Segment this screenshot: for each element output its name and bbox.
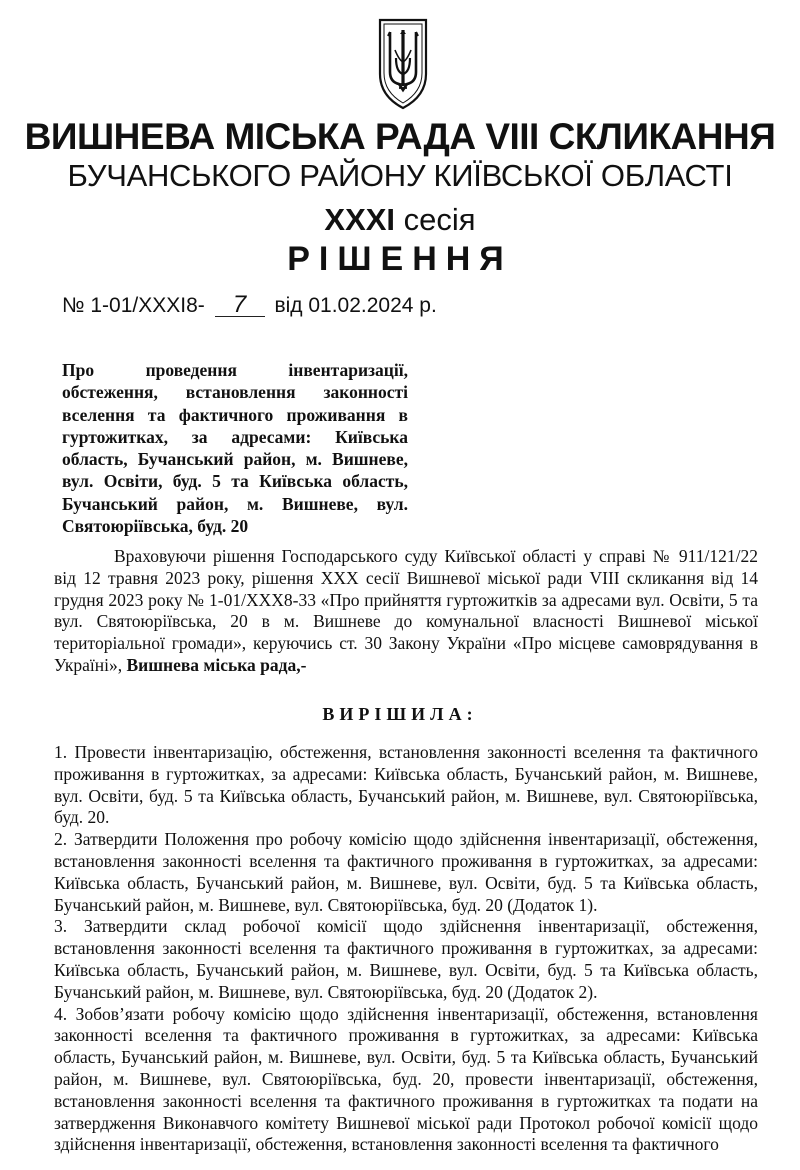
session-word: сесія (403, 202, 476, 237)
resolution-items (54, 742, 758, 1156)
council-title: ВИШНЕВА МІСЬКА РАДА VIII СКЛИКАННЯ (24, 116, 776, 157)
resolved-heading: ВИРІШИЛА: (322, 704, 478, 724)
decision-date: від 01.02.2024 р. (274, 294, 437, 317)
decision-heading: РІШЕННЯ (287, 240, 513, 278)
session-number: XXXI (324, 202, 396, 237)
trident-coat-of-arms-icon (375, 16, 431, 112)
decision-number-line (62, 291, 437, 318)
resolution-item-1: 1. Провести інвентаризацію, обстеження, встановлення законності вселення та фактичного проживання в гуртожитках, за адресами: Київська область, Бучанський район, м. Вишневе, вул. Освіти, буд. 5 та Київська область, Бучанський район, м. Вишневе, вул. Святоюріївська, буд. 20. (54, 742, 758, 828)
preamble-council: Вишнева міська рада,- (126, 654, 307, 675)
decision-number-handwritten: 7 (215, 294, 265, 317)
decision-number-prefix: № 1-01/XXXI8- (62, 294, 205, 317)
preamble-text: Враховуючи рішення Господарського суду Київської області у справі № 911/121/22 від 12 травня 2023 року, рішення XXX сесії Вишневої міської ради VIII скликання від 14 грудня 2023 року № 1-01/XXX8-33 «Про прийняття гуртожитків за адресами вул. Освіти, 5 та вул. Святоюріївська, 20 в м. Вишневе до комунальної власності Вишневої міської територіальної громади», керуючись ст. 30 Закону України «Про місцеве самоврядування в Україні», (54, 546, 758, 675)
session-heading (0, 202, 800, 238)
preamble-paragraph (54, 546, 758, 677)
resolution-item-2: 2. Затвердити Положення про робочу комісію щодо здійснення інвентаризації, обстеження, встановлення законності вселення та фактичного проживання в гуртожитках, за адресами: Київська область, Бучанський район, м. Вишневе, вул. Освіти, буд. 5 та Київська область, Бучанський район, м. Вишневе, вул. Святоюріївська, буд. 20 (Додаток 1). (54, 829, 758, 915)
resolution-item-3: 3. Затвердити склад робочої комісії щодо здійснення інвентаризації, обстеження, встановлення законності вселення та фактичного проживання в гуртожитках, за адресами: Київська область, Бучанський район, м. Вишневе, вул. Освіти, буд. 5 та Київська область, Бучанський район, м. Вишневе, вул. Святоюріївська, буд. 20 (Додаток 2). (54, 916, 758, 1002)
resolution-item-4: 4. Зобов’язати робочу комісію щодо здійснення інвентаризації, обстеження, встановлення законності вселення та фактичного проживання в гуртожитках, за адресами: Київська область, Бучанський район, м. Вишневе, вул. Освіти, буд. 5 та Київська область, Бучанський район, м. Вишневе, вул. Святоюріївська, буд. 20, провести інвентаризації, обстеження, встановлення законності вселення та фактичного проживання в гуртожитках та подати на затвердження Виконавчого комітету Вишневої міської ради Протокол робочої комісії щодо здійснення інвентаризації, обстеження, встановлення законності вселення та фактичного (54, 1003, 758, 1155)
decision-subject: Про проведення інвентаризації, обстеження, встановлення законності вселення та фактичного проживання в гуртожитках, за адресами: Київська область, Бучанський район, м. Вишневе, вул. Освіти, буд. 5 та Київська область, Бучанський район, м. Вишневе, вул. Святоюріївська, буд. 20 (62, 360, 408, 537)
council-district: БУЧАНСЬКОГО РАЙОНУ КИЇВСЬКОЇ ОБЛАСТІ (67, 158, 733, 193)
